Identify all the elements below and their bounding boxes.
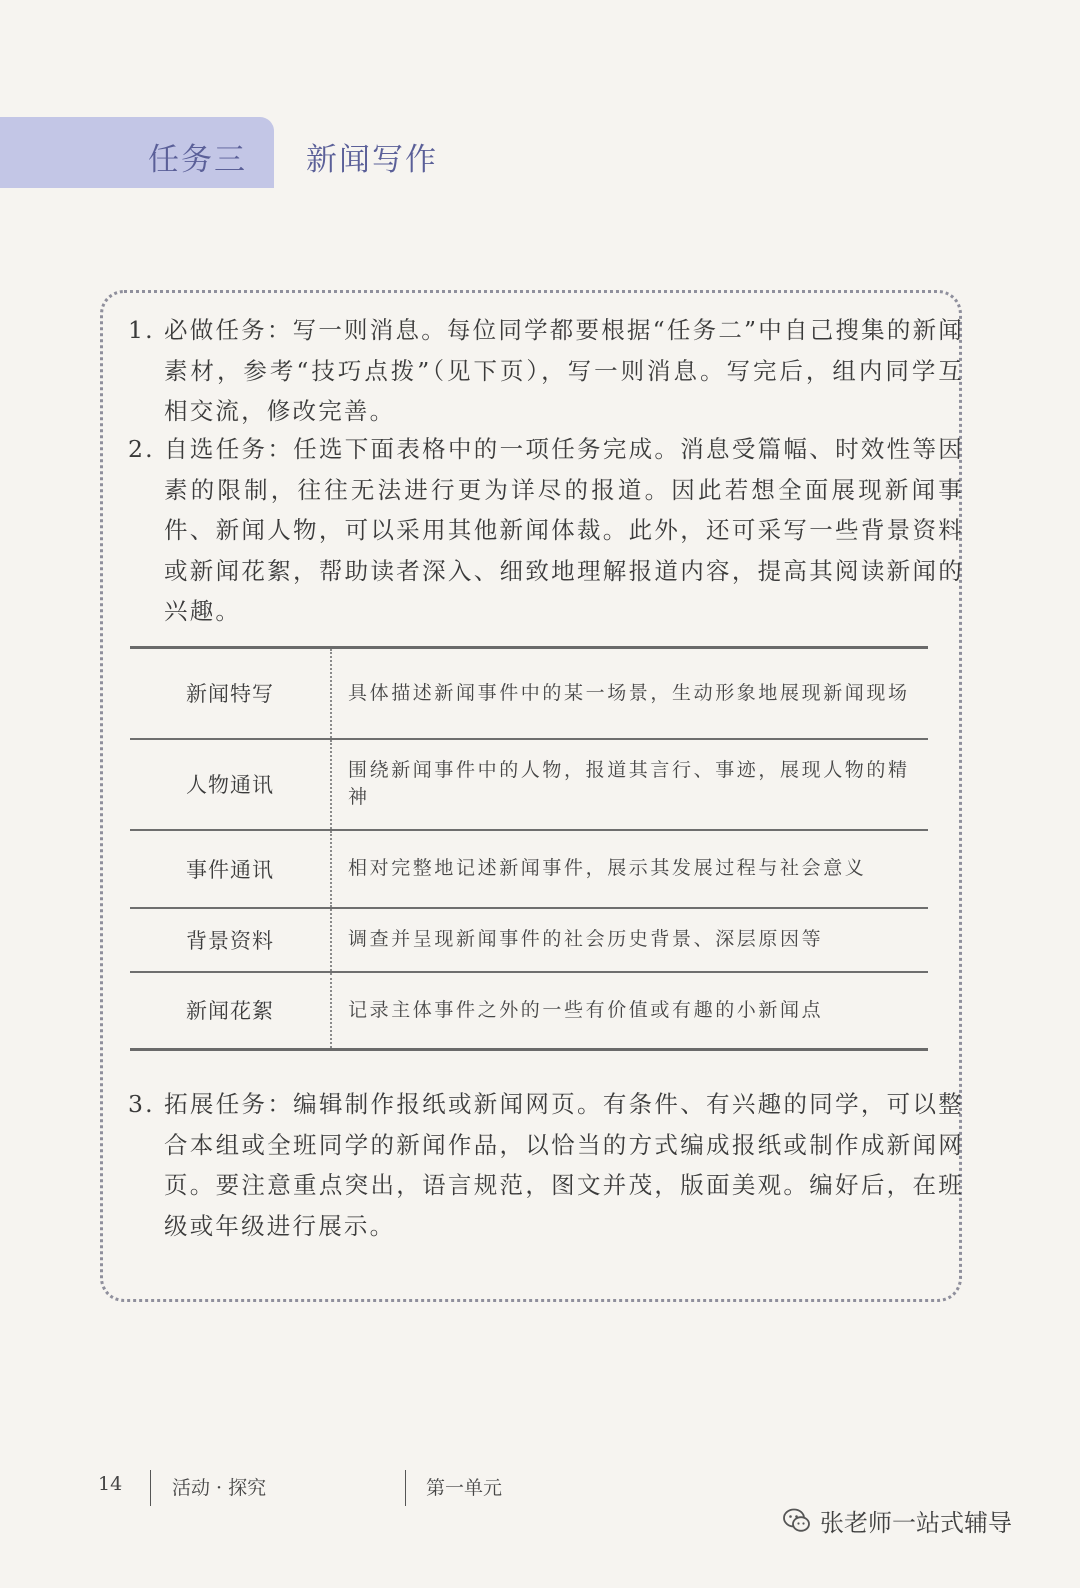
task-text: 自选任务：任选下面表格中的一项任务完成。消息受篇幅、时效性等因素的限制，往往无法进行更为详尽的报道。因此若想全面展现新闻事件、新闻人物，可以采用其他新闻体裁。此外，还可采写一些背景资料或新闻花絮，帮助读者深入、细致地理解报道内容，提高其阅读新闻的兴趣。	[164, 435, 964, 625]
table-row	[130, 972, 928, 1050]
table-description-cell: 调查并呈现新闻事件的社会历史背景、深层原因等	[348, 928, 824, 950]
wechat-icon	[782, 1506, 812, 1536]
news-type-table	[130, 646, 928, 1051]
table-category-cell: 背景资料	[130, 908, 331, 972]
table-description-cell: 相对完整地记述新闻事件，展示其发展过程与社会意义	[348, 857, 867, 879]
footer-section: 活动 · 探究	[172, 1477, 267, 1499]
table-description-cell: 记录主体事件之外的一些有价值或有趣的小新闻点	[348, 998, 824, 1021]
watermark	[782, 1503, 1012, 1538]
table-category-cell: 新闻特写	[130, 648, 331, 739]
task-item-1	[128, 310, 964, 432]
table-description-cell: 围绕新闻事件中的人物，报道其言行、事迹，展现人物的精神	[348, 759, 910, 808]
footer-divider	[150, 1470, 151, 1506]
table-row	[130, 739, 928, 830]
table-row	[130, 908, 928, 972]
task-text: 必做任务：写一则消息。每位同学都要根据“任务二”中自己搜集的新闻素材，参考“技巧点拨”（见下页），写一则消息。写完后，组内同学互相交流，修改完善。	[164, 316, 964, 425]
table-category-cell: 事件通讯	[130, 830, 331, 908]
task-text: 拓展任务：编辑制作报纸或新闻网页。有条件、有兴趣的同学，可以整合本组或全班同学的新闻作品，以恰当的方式编成报纸或制作成新闻网页。要注意重点突出，语言规范，图文并茂，版面美观。编好后，在班级或年级进行展示。	[164, 1090, 964, 1240]
footer-unit: 第一单元	[426, 1477, 503, 1499]
task-number: 3.	[128, 1090, 155, 1118]
page-title: 新闻写作	[306, 142, 438, 178]
table-category-cell: 新闻花絮	[130, 972, 331, 1050]
task-number: 1.	[128, 316, 155, 344]
task-item-2	[128, 429, 964, 632]
table-row	[130, 830, 928, 908]
task-item-3	[128, 1084, 964, 1246]
footer-divider	[405, 1470, 406, 1506]
page-number: 14	[98, 1473, 123, 1495]
task-number: 2.	[128, 435, 155, 463]
table-row	[130, 648, 928, 739]
table-description-cell: 具体描述新闻事件中的某一场景，生动形象地展现新闻现场	[348, 681, 910, 704]
table-category-cell: 人物通讯	[130, 739, 331, 830]
task-label: 任务三	[148, 142, 247, 178]
watermark-text: 张老师一站式辅导	[820, 1509, 1012, 1537]
